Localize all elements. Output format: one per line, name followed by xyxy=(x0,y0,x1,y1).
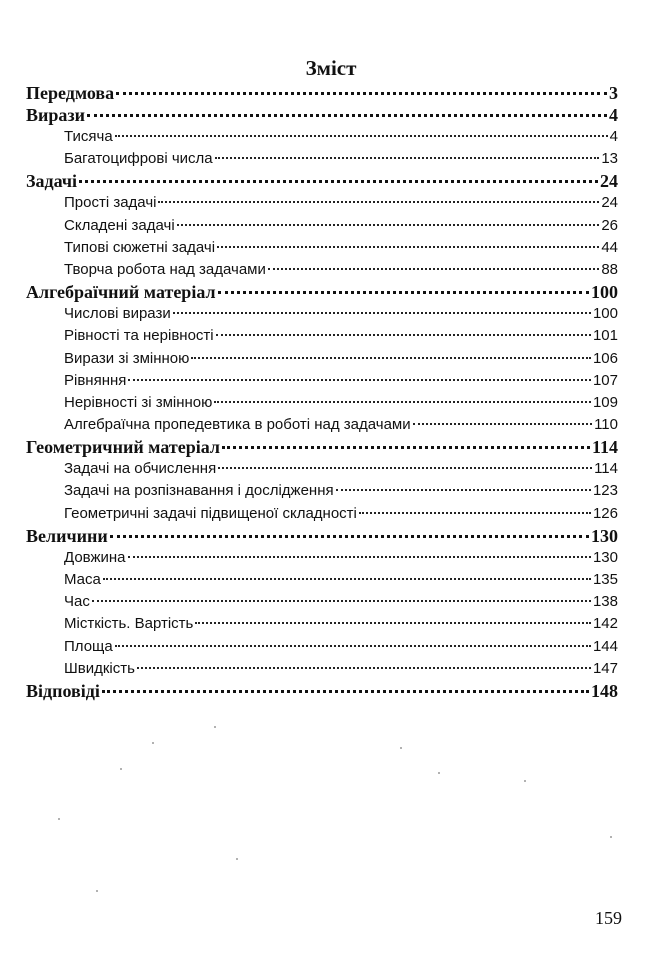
toc-entry-label: Тисяча xyxy=(64,128,113,145)
toc-section-row xyxy=(26,82,618,104)
dot-leader xyxy=(173,312,591,314)
toc-entry-label: Довжина xyxy=(64,548,126,566)
dot-leader xyxy=(336,489,591,491)
toc-entry-page: 110 xyxy=(594,416,618,434)
toc-entry-label: Задачі на обчислення xyxy=(64,460,217,478)
toc-section-row xyxy=(26,104,618,126)
scan-speck xyxy=(524,780,526,782)
toc-subsection-row xyxy=(26,569,618,591)
dot-leader xyxy=(92,600,591,602)
toc-entry-label: Відповіді xyxy=(26,680,100,701)
toc-entry-label: Задачі на розпізнавання і дослідження xyxy=(64,482,334,500)
toc-entry-page: 26 xyxy=(601,216,618,234)
toc-entry-label: Творча робота над задачами xyxy=(64,260,266,278)
toc-subsection-row xyxy=(26,547,618,569)
dot-leader xyxy=(115,135,608,137)
dot-leader xyxy=(115,645,591,647)
toc-entry-page: 101 xyxy=(592,327,618,345)
dot-leader xyxy=(116,92,607,95)
toc-entry-page: 130 xyxy=(592,548,618,566)
toc-entry-label: Місткість. Вартість xyxy=(64,615,194,633)
toc-entry-label: Складені задачі xyxy=(64,216,175,234)
scan-speck xyxy=(610,836,612,838)
dot-leader xyxy=(177,224,600,226)
dot-leader xyxy=(191,357,591,359)
toc-section-row xyxy=(26,436,618,458)
toc-entry-label: Прості задачі xyxy=(64,194,157,212)
toc-entry-page: 142 xyxy=(592,615,618,633)
toc-entry-page: 88 xyxy=(601,260,618,278)
toc-entry-page: 135 xyxy=(592,571,618,588)
toc-subsection-row xyxy=(26,458,618,480)
toc-entry-page: 114 xyxy=(591,437,618,458)
toc-entry-page: 24 xyxy=(600,171,618,192)
toc-entry-label: Вирази xyxy=(26,105,85,125)
toc-entry-label: Нерівності зі змінною xyxy=(64,393,213,411)
toc-subsection-row xyxy=(26,503,618,525)
toc-entry-label: Числові вирази xyxy=(64,305,171,323)
toc-entry-label: Типові сюжетні задачі xyxy=(64,238,216,256)
dot-leader xyxy=(87,114,607,117)
toc-subsection-row xyxy=(26,613,618,635)
toc-entry-page: 4 xyxy=(609,105,618,125)
toc-entry-page: 44 xyxy=(601,238,618,256)
dot-leader xyxy=(158,201,599,203)
toc-entry-label: Алгебраїчна пропедевтика в роботі над задачами xyxy=(64,416,411,434)
toc-entry-page: 109 xyxy=(592,393,618,411)
scan-speck xyxy=(438,772,440,774)
toc-entry-label: Геометричні задачі підвищеної складності xyxy=(64,504,357,522)
toc-entry-page: 106 xyxy=(592,349,618,367)
toc-entry-label: Геометричний матеріал xyxy=(26,437,220,458)
toc-subsection-row xyxy=(26,348,618,370)
scan-speck xyxy=(58,818,60,820)
dot-leader xyxy=(215,157,600,159)
toc-subsection-row xyxy=(26,126,618,148)
dot-leader xyxy=(218,291,589,294)
toc-entry-label: Багатоцифрові числа xyxy=(64,150,213,168)
toc-subsection-row xyxy=(26,148,618,170)
toc-subsection-row xyxy=(26,192,618,214)
toc-subsection-row xyxy=(26,259,618,281)
dot-leader xyxy=(214,401,591,403)
scan-speck xyxy=(96,890,98,892)
scan-speck xyxy=(236,858,238,860)
toc-subsection-row xyxy=(26,237,618,259)
dot-leader xyxy=(102,690,589,693)
dot-leader xyxy=(128,379,591,381)
toc-entry-label: Швидкість xyxy=(64,659,135,677)
toc-entry-page: 3 xyxy=(609,83,618,103)
toc-subsection-row xyxy=(26,658,618,680)
toc-subsection-row xyxy=(26,591,618,613)
toc-entry-page: 126 xyxy=(592,504,618,522)
toc-subsection-row xyxy=(26,370,618,392)
toc-section-row xyxy=(26,281,618,303)
dot-leader xyxy=(195,622,591,624)
dot-leader xyxy=(268,268,599,270)
toc-entry-page: 144 xyxy=(592,637,618,655)
toc-entry-page: 130 xyxy=(591,525,618,546)
toc-subsection-row xyxy=(26,414,618,436)
toc-entry-label: Час xyxy=(64,593,90,611)
toc-section-row xyxy=(26,525,618,547)
dot-leader xyxy=(128,556,591,558)
toc-entry-label: Вирази зі змінною xyxy=(64,349,190,367)
page-number: 159 xyxy=(595,908,622,928)
toc-entry-label: Маса xyxy=(64,571,101,588)
toc-entry-page: 4 xyxy=(609,128,618,145)
toc-entry-page: 147 xyxy=(592,659,618,677)
dot-leader xyxy=(216,334,591,336)
toc-entry-label: Алгебраїчний матеріал xyxy=(26,282,216,303)
dot-leader xyxy=(103,578,591,580)
toc-subsection-row xyxy=(26,636,618,658)
toc-entry-page: 114 xyxy=(594,460,618,478)
scan-speck xyxy=(120,768,122,770)
toc-entry-page: 148 xyxy=(591,680,618,701)
scan-speck xyxy=(152,742,154,744)
dot-leader xyxy=(413,423,592,425)
toc-entry-label: Площа xyxy=(64,637,113,655)
toc-subsection-row xyxy=(26,325,618,347)
toc-entry-page: 107 xyxy=(592,371,618,389)
dot-leader xyxy=(217,246,599,248)
toc-subsection-row xyxy=(26,392,618,414)
toc-entry-label: Задачі xyxy=(26,171,78,192)
toc-entry-page: 24 xyxy=(601,194,618,212)
dot-leader xyxy=(222,446,590,449)
dot-leader xyxy=(79,180,598,183)
toc-entry-label: Рівняння xyxy=(64,371,127,389)
table-of-contents xyxy=(26,82,618,702)
toc-entry-label: Рівності та нерівності xyxy=(64,327,214,345)
toc-entry-page: 138 xyxy=(592,593,618,611)
dot-leader xyxy=(137,667,591,669)
toc-subsection-row xyxy=(26,480,618,502)
toc-subsection-row xyxy=(26,215,618,237)
dot-leader xyxy=(110,535,589,538)
dot-leader xyxy=(359,512,591,514)
page-title: Зміст xyxy=(305,56,357,80)
toc-entry-page: 100 xyxy=(591,282,618,303)
toc-subsection-row xyxy=(26,303,618,325)
toc-entry-page: 100 xyxy=(592,305,618,323)
toc-entry-label: Передмова xyxy=(26,83,115,103)
toc-section-row xyxy=(26,680,618,702)
toc-section-row xyxy=(26,170,618,192)
toc-entry-page: 13 xyxy=(601,150,618,168)
toc-entry-page: 123 xyxy=(592,482,618,500)
scan-speck xyxy=(400,747,402,749)
scan-speck xyxy=(214,726,216,728)
toc-entry-label: Величини xyxy=(26,525,108,546)
dot-leader xyxy=(218,467,592,469)
